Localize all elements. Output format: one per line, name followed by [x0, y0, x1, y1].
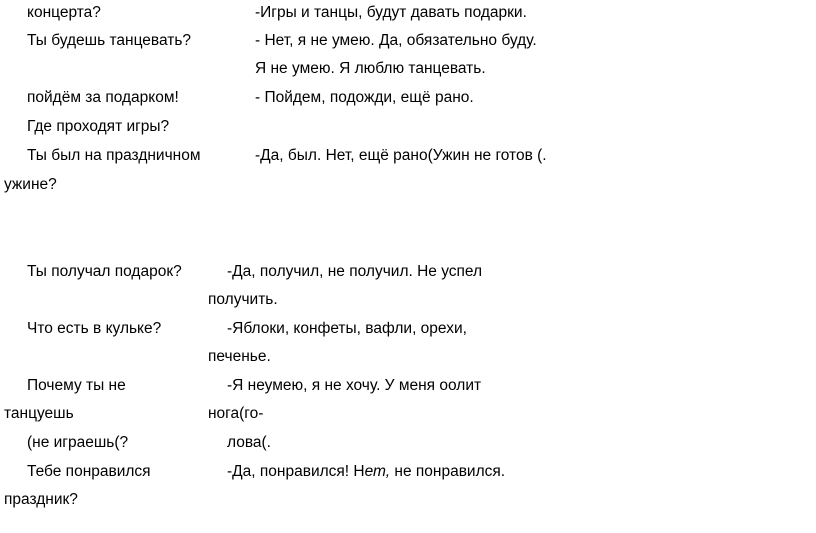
question-line: Ты будешь танцевать? — [27, 32, 192, 49]
answer-line: печенье. — [208, 348, 271, 365]
answer-line: Я не умею. Я люблю танцевать. — [255, 60, 486, 77]
question-line: Почему ты не — [27, 377, 126, 394]
answer-line: - Пойдем, подожди, ещё рано. — [255, 89, 474, 106]
answer-line: получить. — [208, 291, 278, 308]
answer-italic-text: ет, — [364, 463, 391, 480]
question-line: концерта? — [27, 4, 101, 21]
answer-line — [227, 462, 505, 482]
answer-text: не понравился. — [390, 463, 506, 480]
answer-text: -Да, понравился! Н — [227, 463, 365, 480]
question-line: танцуешь — [4, 405, 74, 422]
answer-line: -Да, получил, не получил. Не успел — [227, 263, 483, 280]
question-line: ужине? — [4, 176, 57, 193]
question-line: Где проходят игры? — [27, 118, 170, 135]
question-line: Тебе понравился — [27, 463, 151, 480]
answer-line: нога(го- — [208, 405, 264, 422]
answer-line: -Игры и танцы, будут давать подарки. — [255, 4, 527, 21]
question-line: Ты был на праздничном — [27, 147, 201, 164]
question-line: пойдём за подарком! — [27, 89, 179, 106]
question-line: праздник? — [4, 491, 78, 508]
answer-line: -Я неумею, я не хочу. У меня оолит — [227, 377, 482, 394]
answer-line: - Нет, я не умею. Да, обязательно буду. — [255, 32, 537, 49]
question-line: Что есть в кульке? — [27, 320, 162, 337]
answer-line: -Да, был. Нет, ещё рано(Ужин не готов (. — [255, 147, 547, 164]
answer-line: -Яблоки, конфеты, вафли, орехи, — [227, 320, 467, 337]
answer-line: лова(. — [227, 434, 271, 451]
question-line: (не играешь(? — [27, 434, 129, 451]
question-line: Ты получал подарок? — [27, 263, 182, 280]
